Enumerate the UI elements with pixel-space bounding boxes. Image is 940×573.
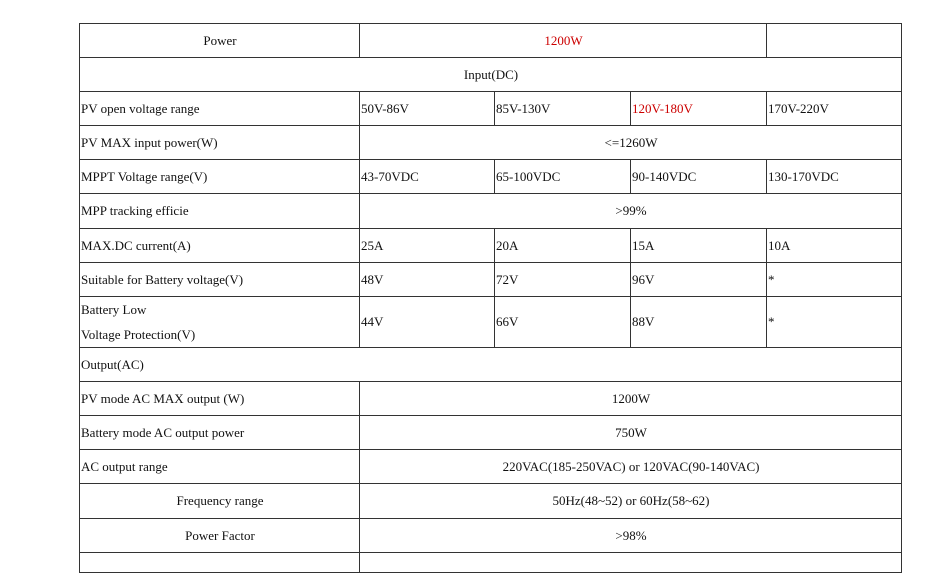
ac-output-range-row bbox=[80, 450, 902, 484]
ac-output-range-label: AC output range bbox=[80, 450, 360, 484]
max-dc-current-value: 15A bbox=[631, 229, 767, 263]
pv-mode-ac-row bbox=[80, 382, 902, 416]
battery-low-value: 88V bbox=[631, 297, 767, 348]
battery-low-value: * bbox=[767, 297, 902, 348]
ac-output-range-value: 220VAC(185-250VAC) or 120VAC(90-140VAC) bbox=[360, 450, 902, 484]
mpp-tracking-row bbox=[80, 194, 902, 229]
battery-low-value: 66V bbox=[495, 297, 631, 348]
frequency-range-label: Frequency range bbox=[80, 484, 360, 519]
power-label: Power bbox=[80, 24, 360, 58]
pv-max-input-row bbox=[80, 126, 902, 160]
power-factor-label: Power Factor bbox=[80, 519, 360, 553]
frequency-range-value: 50Hz(48~52) or 60Hz(58~62) bbox=[360, 484, 902, 519]
pv-mode-ac-value: 1200W bbox=[360, 382, 902, 416]
max-dc-current-label: MAX.DC current(A) bbox=[80, 229, 360, 263]
power-factor-row bbox=[80, 519, 902, 553]
battery-mode-ac-row bbox=[80, 416, 902, 450]
pv-open-voltage-label: PV open voltage range bbox=[80, 92, 360, 126]
power-value: 1200W bbox=[360, 24, 767, 58]
battery-low-label-line2: Voltage Protection(V) bbox=[81, 327, 196, 342]
spec-table bbox=[79, 23, 902, 573]
battery-mode-ac-label: Battery mode AC output power bbox=[80, 416, 360, 450]
mppt-voltage-value: 43-70VDC bbox=[360, 160, 495, 194]
mppt-voltage-row bbox=[80, 160, 902, 194]
pv-open-voltage-value: 120V-180V bbox=[631, 92, 767, 126]
pv-mode-ac-label: PV mode AC MAX output (W) bbox=[80, 382, 360, 416]
max-dc-current-value: 10A bbox=[767, 229, 902, 263]
max-dc-current-row bbox=[80, 229, 902, 263]
pv-open-voltage-row bbox=[80, 92, 902, 126]
mpp-tracking-label: MPP tracking efficie bbox=[80, 194, 360, 229]
output-header: Output(AC) bbox=[80, 348, 902, 382]
battery-voltage-value: 72V bbox=[495, 263, 631, 297]
pv-max-input-label: PV MAX input power(W) bbox=[80, 126, 360, 160]
battery-voltage-value: 96V bbox=[631, 263, 767, 297]
pv-max-input-value: <=1260W bbox=[360, 126, 902, 160]
battery-low-label-line1: Battery Low bbox=[81, 302, 147, 317]
power-factor-value: >98% bbox=[360, 519, 902, 553]
mppt-voltage-label: MPPT Voltage range(V) bbox=[80, 160, 360, 194]
mpp-tracking-value: >99% bbox=[360, 194, 902, 229]
battery-voltage-label: Suitable for Battery voltage(V) bbox=[80, 263, 360, 297]
power-extra bbox=[767, 24, 902, 58]
mppt-voltage-value: 130-170VDC bbox=[767, 160, 902, 194]
cut-off-cell bbox=[80, 553, 360, 573]
pv-open-voltage-value: 85V-130V bbox=[495, 92, 631, 126]
battery-low-row bbox=[80, 297, 902, 348]
battery-low-label bbox=[80, 297, 360, 348]
max-dc-current-value: 25A bbox=[360, 229, 495, 263]
output-header-row bbox=[80, 348, 902, 382]
mppt-voltage-value: 65-100VDC bbox=[495, 160, 631, 194]
cut-off-row bbox=[80, 553, 902, 573]
max-dc-current-value: 20A bbox=[495, 229, 631, 263]
pv-open-voltage-value: 170V-220V bbox=[767, 92, 902, 126]
mppt-voltage-value: 90-140VDC bbox=[631, 160, 767, 194]
cut-off-cell bbox=[360, 553, 902, 573]
battery-mode-ac-value: 750W bbox=[360, 416, 902, 450]
battery-voltage-value: 48V bbox=[360, 263, 495, 297]
pv-open-voltage-value: 50V-86V bbox=[360, 92, 495, 126]
battery-voltage-row bbox=[80, 263, 902, 297]
power-row bbox=[80, 24, 902, 58]
input-header: Input(DC) bbox=[80, 58, 902, 92]
battery-low-value: 44V bbox=[360, 297, 495, 348]
battery-voltage-value: * bbox=[767, 263, 902, 297]
frequency-range-row bbox=[80, 484, 902, 519]
input-header-row bbox=[80, 58, 902, 92]
